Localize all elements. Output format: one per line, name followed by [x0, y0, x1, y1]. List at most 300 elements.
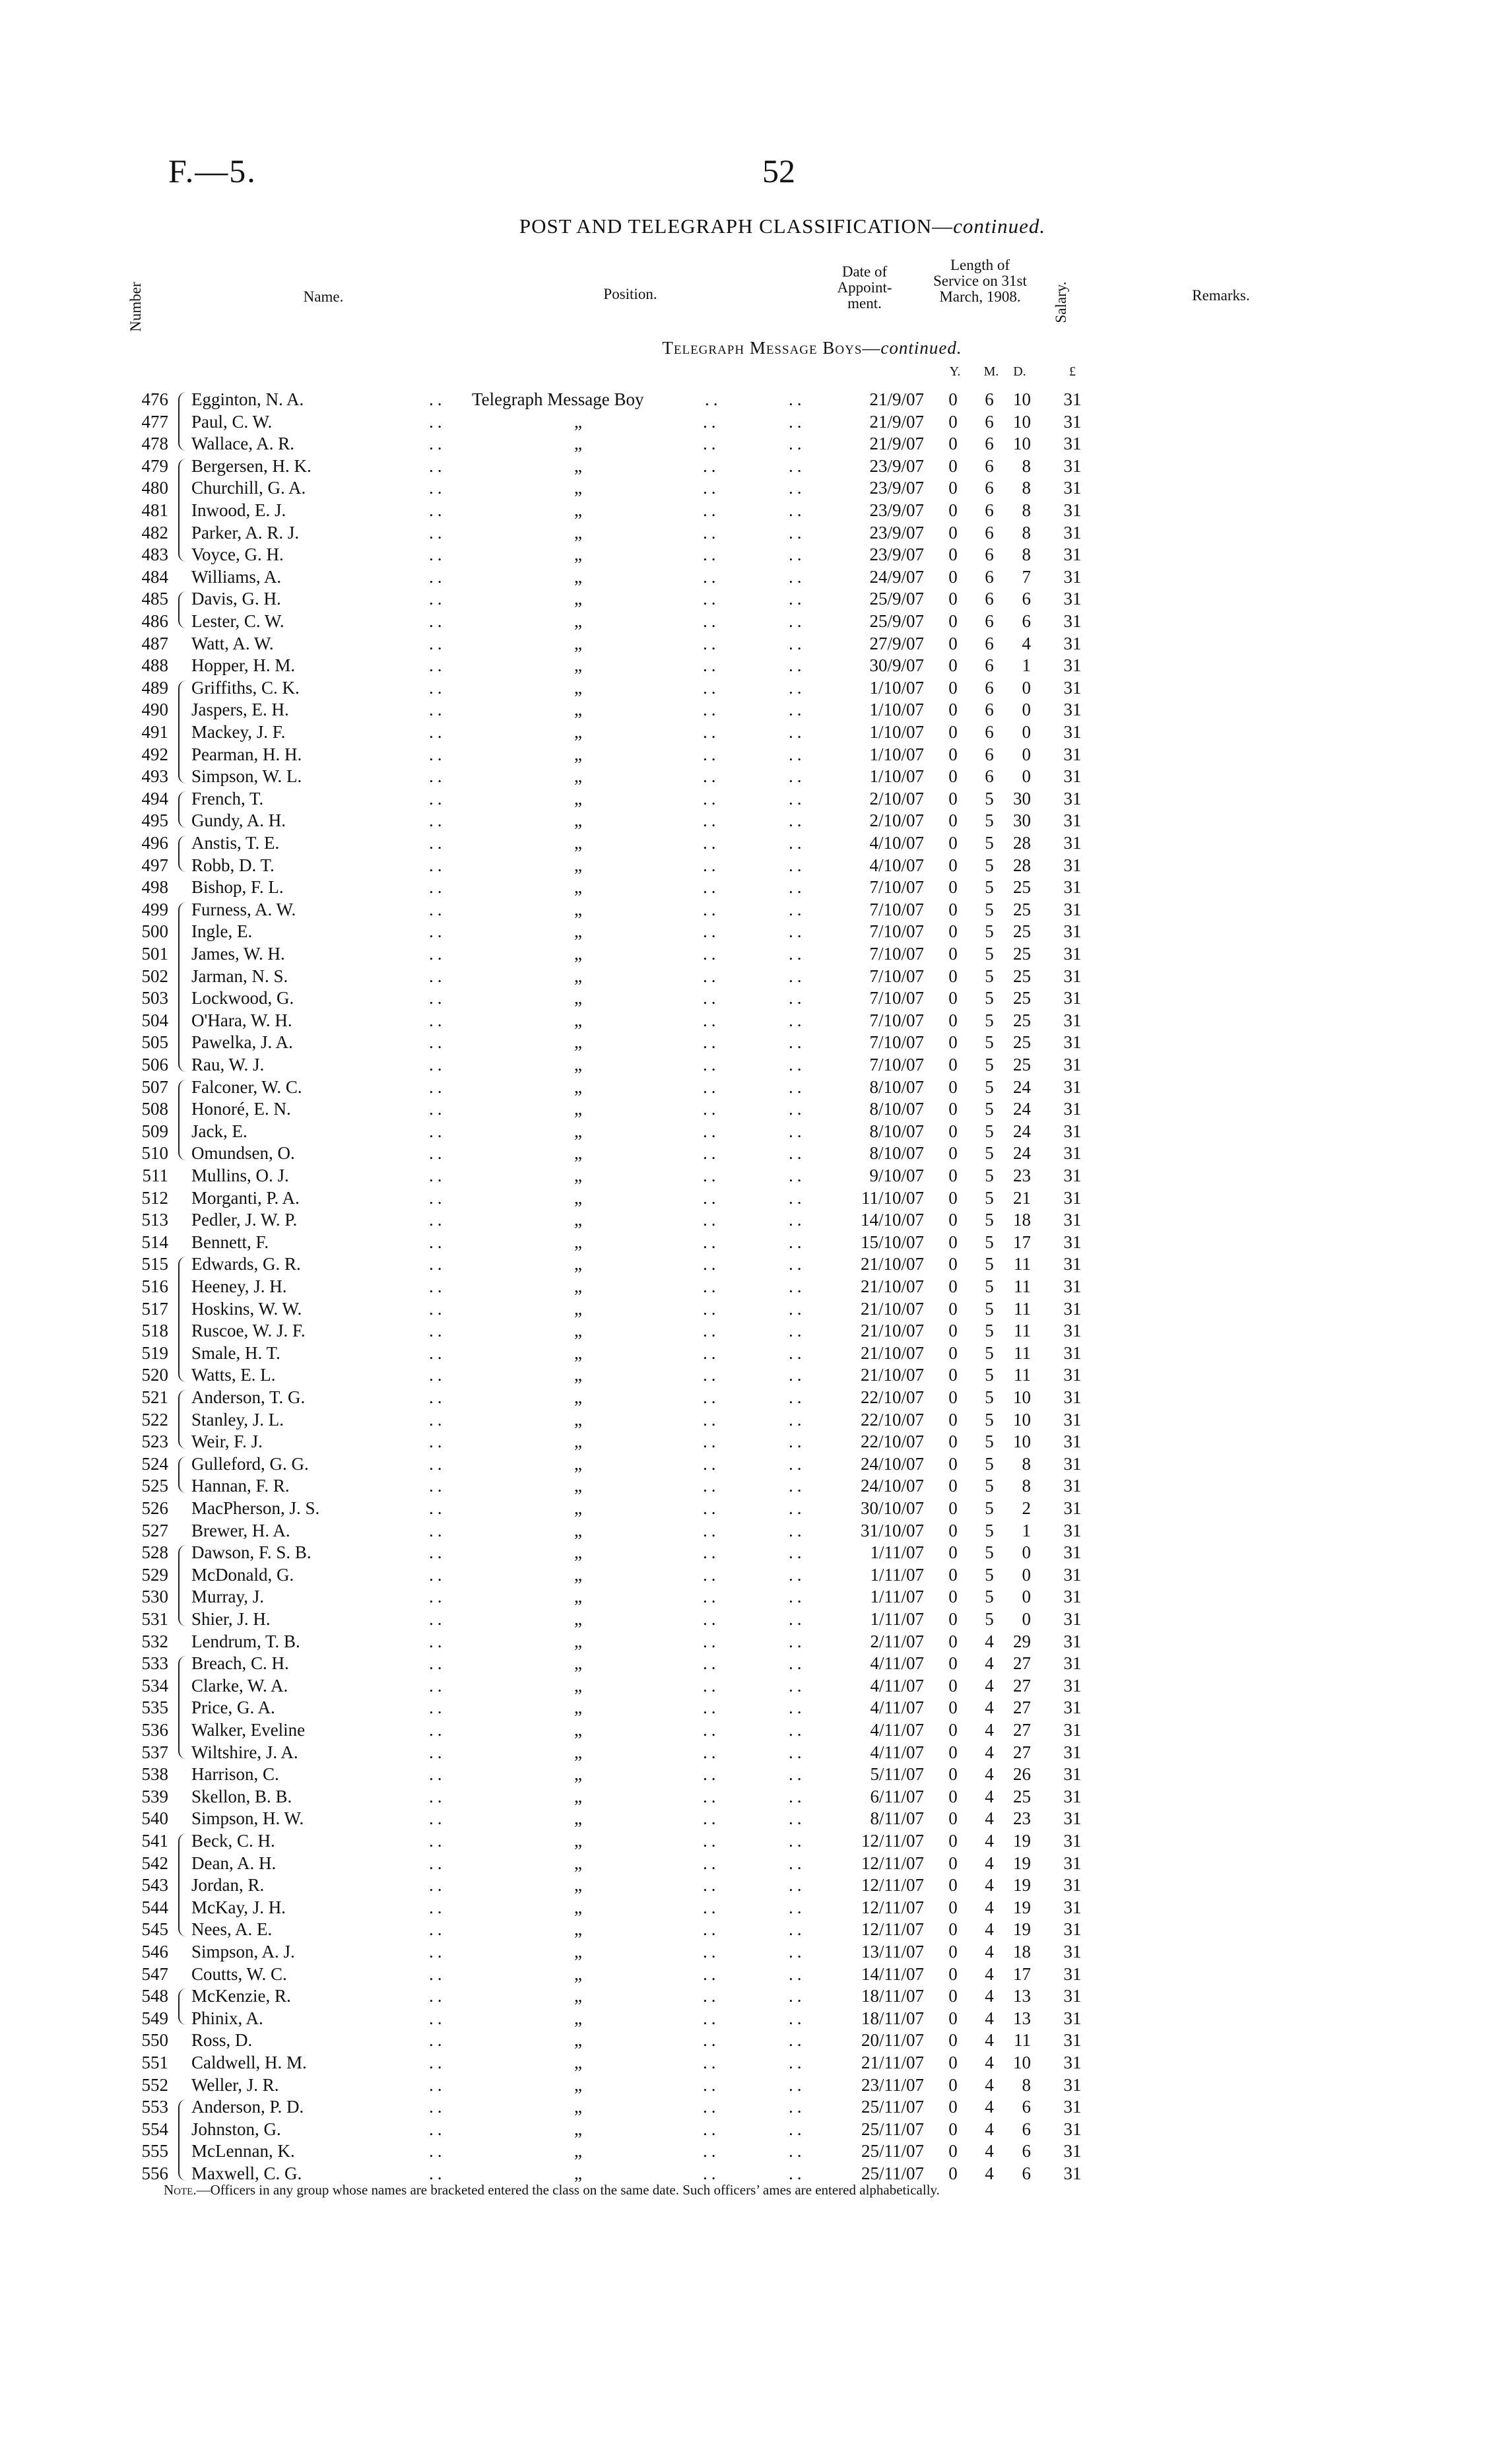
officer-name: Pawelka, J. A. — [191, 1032, 293, 1053]
service-months: 4 — [985, 2030, 994, 2051]
leader-dots: .. — [429, 1897, 446, 1917]
leader-dots: .. — [703, 1387, 720, 1407]
position-cell: „ — [574, 810, 582, 831]
row-number: 478 — [141, 434, 168, 454]
service-years: 0 — [948, 2141, 958, 2161]
table-row — [0, 521, 1512, 544]
service-years: 0 — [948, 1986, 958, 2006]
position-cell: „ — [574, 1298, 582, 1319]
leader-dots: .. — [789, 566, 806, 587]
leader-dots: .. — [429, 1853, 446, 1873]
service-days: 30 — [1013, 810, 1031, 831]
leader-dots: .. — [429, 700, 446, 720]
officer-name: Rau, W. J. — [191, 1055, 265, 1074]
service-months: 4 — [985, 2119, 994, 2139]
row-number: 520 — [141, 1365, 168, 1385]
table-row — [0, 920, 1512, 942]
row-number: 498 — [141, 877, 168, 898]
position-cell: „ — [574, 2163, 582, 2183]
position-cell: „ — [574, 1232, 582, 1252]
position-cell: „ — [574, 1254, 582, 1274]
leader-dots: .. — [789, 655, 806, 676]
service-months: 4 — [985, 1853, 994, 1873]
service-days: 2 — [1022, 1498, 1031, 1518]
appointment-date: 21/9/07 — [869, 434, 924, 454]
leader-dots: .. — [429, 1808, 446, 1829]
service-years: 0 — [948, 966, 958, 986]
page-number: 52 — [762, 152, 795, 189]
service-months: 6 — [985, 722, 994, 742]
table-row — [0, 1408, 1512, 1431]
service-years: 0 — [948, 2163, 958, 2183]
service-days: 8 — [1022, 1453, 1031, 1474]
service-days: 28 — [1013, 833, 1031, 853]
service-days: 25 — [1013, 877, 1031, 898]
position-cell: „ — [574, 1520, 582, 1540]
service-days: 10 — [1013, 389, 1031, 409]
table-row — [0, 942, 1512, 965]
service-days: 4 — [1022, 633, 1031, 653]
service-years: 0 — [948, 1831, 958, 1851]
row-number: 556 — [141, 2163, 168, 2183]
salary-value: 31 — [1063, 1919, 1082, 1940]
service-days: 26 — [1013, 1764, 1031, 1785]
row-number: 529 — [141, 1564, 168, 1585]
row-number: 494 — [141, 788, 168, 808]
table-row — [0, 965, 1512, 987]
position-cell: „ — [574, 633, 582, 653]
service-months: 5 — [985, 1587, 994, 1607]
salary-value: 31 — [1063, 1587, 1082, 1607]
leader-dots: .. — [429, 1298, 446, 1319]
appointment-date: 25/11/07 — [861, 2119, 924, 2139]
leader-dots: .. — [789, 1365, 806, 1385]
salary-value: 31 — [1063, 1476, 1082, 1496]
officer-name: Furness, A. W. — [191, 899, 296, 919]
officer-name: Phinix, A. — [191, 2008, 263, 2028]
leader-dots: .. — [703, 1010, 720, 1030]
group-bracket — [178, 680, 189, 783]
officer-name: James, W. H. — [191, 944, 285, 964]
leader-dots: .. — [703, 2163, 720, 2183]
table-row — [0, 1342, 1512, 1364]
leader-dots: .. — [703, 1498, 720, 1518]
column-header-length: Length of Service on 31st March, 1908. — [933, 257, 1027, 305]
position-cell: „ — [574, 2097, 582, 2117]
position-cell: „ — [574, 611, 582, 631]
leader-dots: .. — [703, 855, 720, 875]
leader-dots: .. — [703, 2030, 720, 2051]
service-years: 0 — [948, 1587, 958, 1607]
service-years: 0 — [948, 2008, 958, 2028]
service-days: 27 — [1013, 1698, 1031, 1718]
service-days: 25 — [1013, 1032, 1031, 1053]
leader-dots: .. — [703, 966, 720, 986]
salary-value: 31 — [1063, 1498, 1082, 1518]
leader-dots: .. — [789, 1675, 806, 1696]
table-row — [0, 698, 1512, 721]
table-row — [0, 1076, 1512, 1098]
salary-value: 31 — [1063, 1143, 1082, 1164]
officer-name: Bishop, F. L. — [191, 877, 284, 898]
service-years: 0 — [948, 1254, 958, 1274]
service-years: 0 — [948, 1166, 958, 1185]
appointment-date: 12/11/07 — [861, 1919, 924, 1940]
leader-dots: .. — [429, 1631, 446, 1651]
service-months: 4 — [985, 2163, 994, 2183]
service-days: 0 — [1022, 1564, 1031, 1585]
table-row — [0, 2051, 1512, 2074]
salary-value: 31 — [1063, 766, 1082, 787]
leader-dots: .. — [703, 1143, 720, 1164]
service-years: 0 — [948, 1764, 958, 1785]
service-years: 0 — [948, 2074, 958, 2095]
table-row — [0, 2095, 1512, 2118]
service-months: 5 — [985, 1520, 994, 1540]
leader-dots: .. — [789, 389, 806, 409]
appointment-date: 4/11/07 — [870, 1720, 924, 1740]
leader-dots: .. — [703, 633, 720, 653]
officer-name: McDonald, G. — [191, 1564, 294, 1585]
table-row — [0, 566, 1512, 588]
leader-dots: .. — [789, 766, 806, 787]
leader-dots: .. — [703, 1698, 720, 1718]
leader-dots: .. — [429, 1498, 446, 1518]
salary-value: 31 — [1063, 2053, 1082, 2072]
service-days: 17 — [1013, 1232, 1031, 1252]
service-months: 4 — [985, 1875, 994, 1896]
officer-name: Lockwood, G. — [191, 988, 294, 1008]
officer-name: Jack, E. — [191, 1121, 247, 1141]
table-row — [0, 1120, 1512, 1142]
leader-dots: .. — [789, 1564, 806, 1585]
leader-dots: .. — [429, 966, 446, 986]
leader-dots: .. — [789, 810, 806, 831]
service-years: 0 — [948, 700, 958, 720]
salary-value: 31 — [1063, 1720, 1082, 1740]
service-years: 0 — [948, 944, 958, 964]
leader-dots: .. — [703, 744, 720, 764]
position-cell: „ — [574, 1963, 582, 1984]
position-cell: „ — [574, 788, 582, 808]
leader-dots: .. — [789, 411, 806, 432]
table-row — [0, 1474, 1512, 1497]
officer-name: Maxwell, C. G. — [191, 2163, 302, 2183]
service-months: 6 — [985, 544, 994, 565]
leader-dots: .. — [789, 1210, 806, 1230]
leader-dots: .. — [429, 455, 446, 476]
officer-name: Anderson, P. D. — [191, 2097, 304, 2117]
leader-dots: .. — [429, 855, 446, 875]
table-row — [0, 2118, 1512, 2140]
leader-dots: .. — [429, 1698, 446, 1718]
leader-dots: .. — [789, 966, 806, 986]
service-years: 0 — [948, 1520, 958, 1540]
table-row — [0, 2029, 1512, 2051]
service-days: 7 — [1022, 566, 1031, 587]
leader-dots: .. — [789, 1342, 806, 1363]
service-months: 5 — [985, 1342, 994, 1363]
appointment-date: 1/10/07 — [869, 722, 924, 742]
row-number: 497 — [141, 855, 168, 875]
officer-name: McLennan, K. — [191, 2141, 295, 2161]
table-row — [0, 543, 1512, 566]
leader-dots: .. — [789, 1786, 806, 1806]
leader-dots: .. — [789, 722, 806, 742]
leader-dots: .. — [703, 500, 720, 520]
row-number: 536 — [141, 1720, 168, 1740]
position-cell: „ — [574, 1831, 582, 1851]
table-row — [0, 1874, 1512, 1896]
leader-dots: .. — [429, 1542, 446, 1563]
salary-value: 31 — [1063, 1076, 1082, 1097]
leader-dots: .. — [789, 1387, 806, 1407]
table-row — [0, 1053, 1512, 1076]
salary-value: 31 — [1063, 855, 1082, 875]
leader-dots: .. — [429, 1520, 446, 1540]
table-row — [0, 2007, 1512, 2029]
appointment-date: 1/11/07 — [870, 1609, 924, 1629]
service-days: 19 — [1013, 1875, 1031, 1896]
leader-dots: .. — [789, 2074, 806, 2095]
appointment-date: 20/11/07 — [861, 2030, 924, 2051]
officer-name: Paul, C. W. — [191, 411, 273, 432]
leader-dots: .. — [789, 1875, 806, 1896]
service-months: 4 — [985, 1698, 994, 1718]
column-header-salary — [1048, 269, 1074, 335]
table-row — [0, 743, 1512, 766]
row-number: 477 — [141, 411, 168, 432]
leader-dots: .. — [789, 1609, 806, 1629]
table-row — [0, 1564, 1512, 1586]
table-row — [0, 1430, 1512, 1453]
service-months: 5 — [985, 1232, 994, 1252]
row-number: 476 — [141, 389, 168, 409]
service-days: 0 — [1022, 1609, 1031, 1629]
leader-dots: .. — [703, 1564, 720, 1585]
service-years: 0 — [948, 988, 958, 1008]
position-cell: „ — [574, 1808, 582, 1829]
leader-dots: .. — [703, 2119, 720, 2139]
service-days: 25 — [1013, 988, 1031, 1008]
service-months: 6 — [985, 611, 994, 631]
service-days: 0 — [1022, 744, 1031, 764]
leader-dots: .. — [429, 434, 446, 454]
service-years: 0 — [948, 1099, 958, 1119]
service-years: 0 — [948, 1121, 958, 1141]
salary-value: 31 — [1063, 877, 1082, 898]
appointment-date: 21/10/07 — [860, 1254, 924, 1274]
row-number: 485 — [141, 589, 168, 609]
service-days: 6 — [1022, 2097, 1031, 2117]
officer-name: Weller, J. R. — [191, 2074, 279, 2095]
leader-dots: .. — [703, 522, 720, 543]
service-months: 5 — [985, 810, 994, 831]
position-cell: „ — [574, 478, 582, 498]
service-years: 0 — [948, 899, 958, 919]
salary-value: 31 — [1063, 2008, 1082, 2028]
leader-dots: .. — [429, 744, 446, 764]
service-days: 27 — [1013, 1720, 1031, 1740]
leader-dots: .. — [789, 2008, 806, 2028]
row-number: 507 — [141, 1076, 168, 1097]
leader-dots: .. — [789, 1897, 806, 1917]
appointment-date: 21/10/07 — [860, 1365, 924, 1385]
leader-dots: .. — [703, 566, 720, 587]
service-years: 0 — [948, 1742, 958, 1762]
service-months: 5 — [985, 788, 994, 808]
leader-dots: .. — [429, 544, 446, 565]
appointment-date: 4/10/07 — [869, 855, 924, 875]
appointment-date: 1/11/07 — [870, 1564, 924, 1585]
service-months: 4 — [985, 1742, 994, 1762]
leader-dots: .. — [789, 1143, 806, 1164]
leader-dots: .. — [703, 788, 720, 808]
position-cell: „ — [574, 1321, 582, 1341]
leader-dots: .. — [429, 1653, 446, 1674]
table-row — [0, 1630, 1512, 1653]
appointment-date: 2/10/07 — [869, 788, 924, 808]
salary-value: 31 — [1063, 1653, 1082, 1674]
number-label: Number — [127, 282, 144, 332]
officer-name: Robb, D. T. — [191, 855, 275, 875]
leader-dots: .. — [429, 1210, 446, 1230]
salary-value: 31 — [1063, 1742, 1082, 1762]
service-years: 0 — [948, 1387, 958, 1407]
position-cell: „ — [574, 589, 582, 609]
service-years: 0 — [948, 522, 958, 543]
officer-name: Simpson, W. L. — [191, 766, 302, 787]
officer-name: Morganti, P. A. — [191, 1187, 300, 1208]
officer-name: Bennett, F. — [191, 1232, 269, 1252]
leader-dots: .. — [703, 1831, 720, 1851]
service-years: 0 — [948, 1675, 958, 1696]
position-cell: „ — [574, 744, 582, 764]
leader-dots: .. — [705, 389, 722, 409]
service-months: 5 — [985, 988, 994, 1008]
service-days: 11 — [1014, 1254, 1031, 1274]
leader-dots: .. — [789, 522, 806, 543]
service-months: 5 — [985, 1498, 994, 1518]
table-row — [0, 1497, 1512, 1519]
service-months: 5 — [985, 1298, 994, 1319]
service-months: 4 — [985, 1808, 994, 1829]
table-row — [0, 1785, 1512, 1808]
salary-value: 31 — [1063, 1387, 1082, 1407]
row-number: 484 — [141, 566, 168, 587]
salary-value: 31 — [1063, 1542, 1082, 1563]
service-years: 0 — [948, 1232, 958, 1252]
appointment-date: 22/10/07 — [860, 1409, 924, 1430]
officer-name: Anderson, T. G. — [191, 1387, 306, 1407]
position-cell: „ — [574, 1121, 582, 1141]
service-days: 25 — [1013, 921, 1031, 942]
officer-name: Simpson, H. W. — [191, 1808, 304, 1829]
leader-dots: .. — [429, 522, 446, 543]
position-cell: „ — [574, 2119, 582, 2139]
row-number: 533 — [141, 1653, 168, 1674]
leader-dots: .. — [789, 1432, 806, 1452]
position-cell: „ — [574, 855, 582, 875]
leader-dots: .. — [703, 2141, 720, 2161]
service-months: 6 — [985, 478, 994, 498]
leader-dots: .. — [703, 2053, 720, 2072]
leader-dots: .. — [703, 655, 720, 676]
salary-value: 31 — [1063, 1786, 1082, 1806]
appointment-date: 23/9/07 — [869, 522, 924, 543]
position-cell: „ — [574, 1542, 582, 1563]
row-number: 528 — [141, 1542, 168, 1563]
column-header-date: Date of Appoint- ment. — [837, 263, 892, 312]
leader-dots: .. — [429, 1076, 446, 1097]
position-cell: „ — [574, 1764, 582, 1785]
table-row — [0, 1208, 1512, 1231]
row-number: 491 — [141, 722, 168, 742]
position-cell: „ — [574, 522, 582, 543]
service-years: 0 — [948, 1897, 958, 1917]
leader-dots: .. — [429, 633, 446, 653]
position-cell: „ — [574, 899, 582, 919]
service-years: 0 — [948, 1010, 958, 1030]
salary-value: 31 — [1063, 1232, 1082, 1252]
position-cell: „ — [574, 655, 582, 676]
leader-dots: .. — [429, 1831, 446, 1851]
service-days: 18 — [1013, 1210, 1031, 1230]
officer-name: Beck, C. H. — [191, 1831, 275, 1851]
service-months: 5 — [985, 1055, 994, 1074]
row-number: 530 — [141, 1587, 168, 1607]
group-bracket — [178, 791, 189, 828]
service-years: 0 — [948, 1076, 958, 1097]
leader-dots: .. — [703, 411, 720, 432]
position-cell: „ — [574, 1498, 582, 1518]
salary-value: 31 — [1063, 522, 1082, 543]
service-years: 0 — [948, 1942, 958, 1962]
position-cell: „ — [574, 1564, 582, 1585]
position-cell: „ — [574, 766, 582, 787]
service-days: 1 — [1022, 655, 1031, 676]
position-cell: „ — [574, 1076, 582, 1097]
service-months: 6 — [985, 766, 994, 787]
leader-dots: .. — [429, 1232, 446, 1252]
leader-dots: .. — [703, 1897, 720, 1917]
leader-dots: .. — [789, 1808, 806, 1829]
service-months: 6 — [985, 500, 994, 520]
salary-value: 31 — [1063, 1032, 1082, 1053]
salary-value: 31 — [1063, 1187, 1082, 1208]
leader-dots: .. — [703, 1232, 720, 1252]
service-years: 0 — [948, 434, 958, 454]
salary-value: 31 — [1063, 1010, 1082, 1030]
salary-value: 31 — [1063, 788, 1082, 808]
service-years: 0 — [948, 500, 958, 520]
footnote — [164, 2182, 940, 2198]
service-days: 27 — [1013, 1653, 1031, 1674]
service-years: 0 — [948, 589, 958, 609]
row-number: 480 — [141, 478, 168, 498]
appointment-date: 12/11/07 — [861, 1875, 924, 1896]
service-months: 4 — [985, 1720, 994, 1740]
row-number: 495 — [141, 810, 168, 831]
row-number: 519 — [141, 1342, 168, 1363]
leader-dots: .. — [789, 544, 806, 565]
service-months: 6 — [985, 566, 994, 587]
appointment-date: 22/10/07 — [860, 1432, 924, 1452]
leader-dots: .. — [789, 899, 806, 919]
leader-dots: .. — [703, 1653, 720, 1674]
service-months: 5 — [985, 1143, 994, 1164]
service-days: 8 — [1022, 544, 1031, 565]
